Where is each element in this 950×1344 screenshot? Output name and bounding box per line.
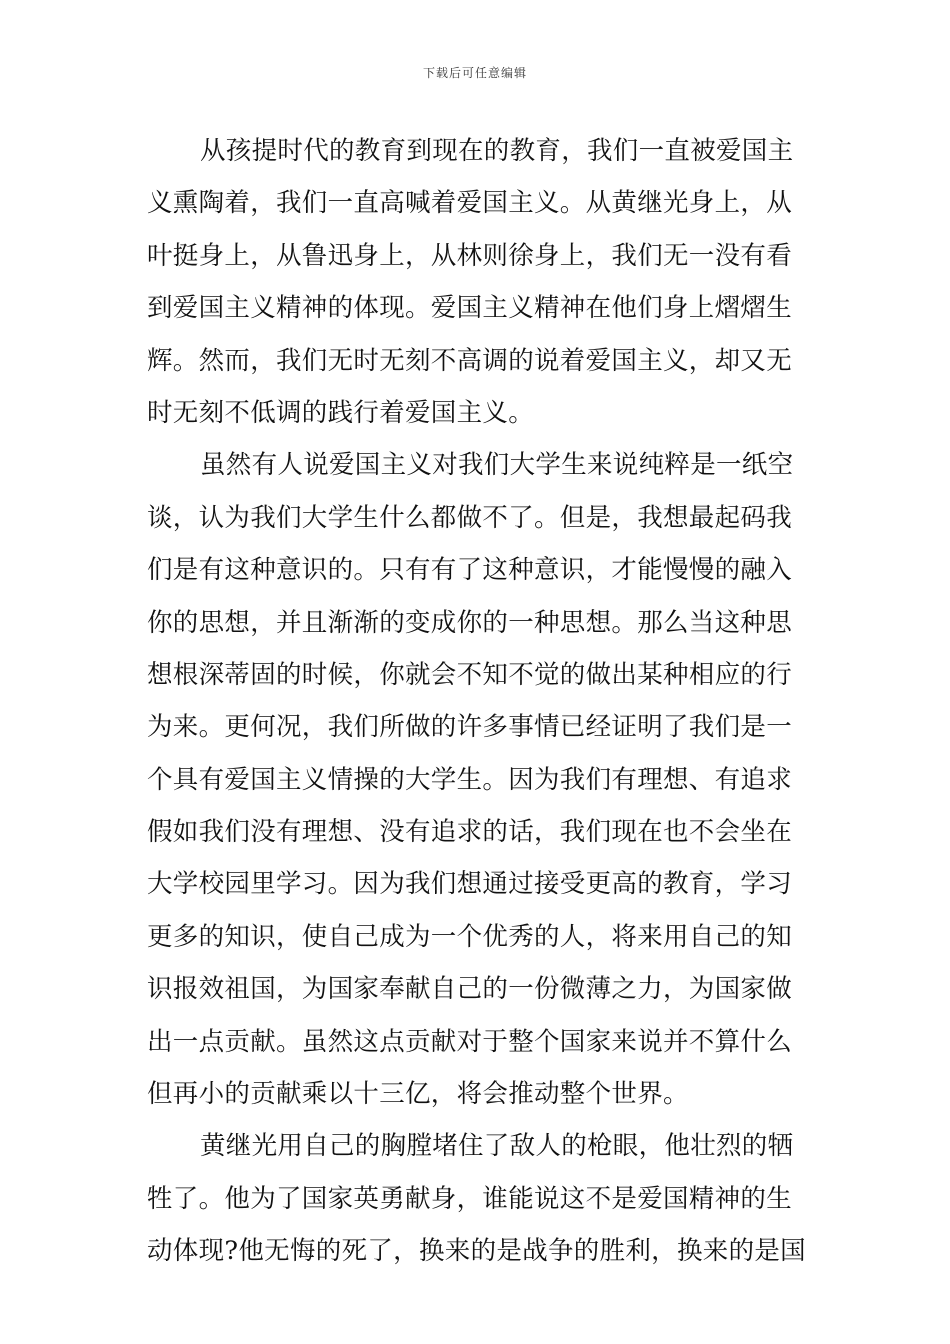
text-line: 们是有这种意识的。只有有了这种意识，才能慢慢的融入 [147, 555, 793, 586]
text-line: 叶挺身上，从鲁迅身上，从林则徐身上，我们无一没有看 [147, 240, 793, 271]
paragraph-2 [147, 439, 807, 1120]
text-line: 个具有爱国主义情操的大学生。因为我们有理想、有追求 [147, 764, 793, 795]
text-line: 大学校园里学习。因为我们想通过接受更高的教育，学习 [147, 869, 793, 900]
text-line: 到爱国主义精神的体现。爱国主义精神在他们身上熠熠生 [147, 293, 793, 324]
text-line: 出一点贡献。虽然这点贡献对于整个国家来说并不算什么 [147, 1026, 793, 1057]
text-line: 谈，认为我们大学生什么都做不了。但是，我想最起码我 [147, 502, 793, 533]
text-line: 假如我们没有理想、没有追求的话，我们现在也不会坐在 [147, 817, 793, 848]
text-line: 想根深蒂固的时候，你就会不知不觉的做出某种相应的行 [147, 659, 793, 690]
text-line: 为来。更何况，我们所做的许多事情已经证明了我们是一 [147, 712, 793, 743]
text-line: 更多的知识，使自己成为一个优秀的人，将来用自己的知 [147, 921, 793, 952]
text-line: 辉。然而，我们无时无刻不高调的说着爱国主义，却又无 [147, 345, 793, 376]
text-line: 牲了。他为了国家英勇献身，谁能说这不是爱国精神的生 [147, 1183, 793, 1214]
text-line: 黄继光用自己的胸膛堵住了敌人的枪眼，他壮烈的牺 [200, 1131, 794, 1162]
page-header: 下载后可任意编辑 [422, 66, 527, 80]
text-line: 动体现?他无悔的死了，换来的是战争的胜利，换来的是国 [147, 1236, 806, 1267]
paragraph-3 [147, 1120, 807, 1277]
text-line: 时无刻不低调的践行着爱国主义。 [147, 397, 535, 428]
text-line: 从孩提时代的教育到现在的教育，我们一直被爱国主 [200, 136, 794, 166]
body-text [147, 125, 807, 1278]
text-line: 你的思想，并且渐渐的变成你的一种思想。那么当这种思 [147, 607, 793, 638]
text-line: 但再小的贡献乘以十三亿，将会推动整个世界。 [147, 1079, 689, 1110]
text-line: 识报效祖国，为国家奉献自己的一份微薄之力，为国家做 [147, 974, 793, 1005]
text-line: 义熏陶着，我们一直高喊着爱国主义。从黄继光身上，从 [147, 188, 793, 219]
paragraph-1 [147, 125, 807, 439]
text-line: 虽然有人说爱国主义对我们大学生来说纯粹是一纸空 [200, 450, 794, 481]
